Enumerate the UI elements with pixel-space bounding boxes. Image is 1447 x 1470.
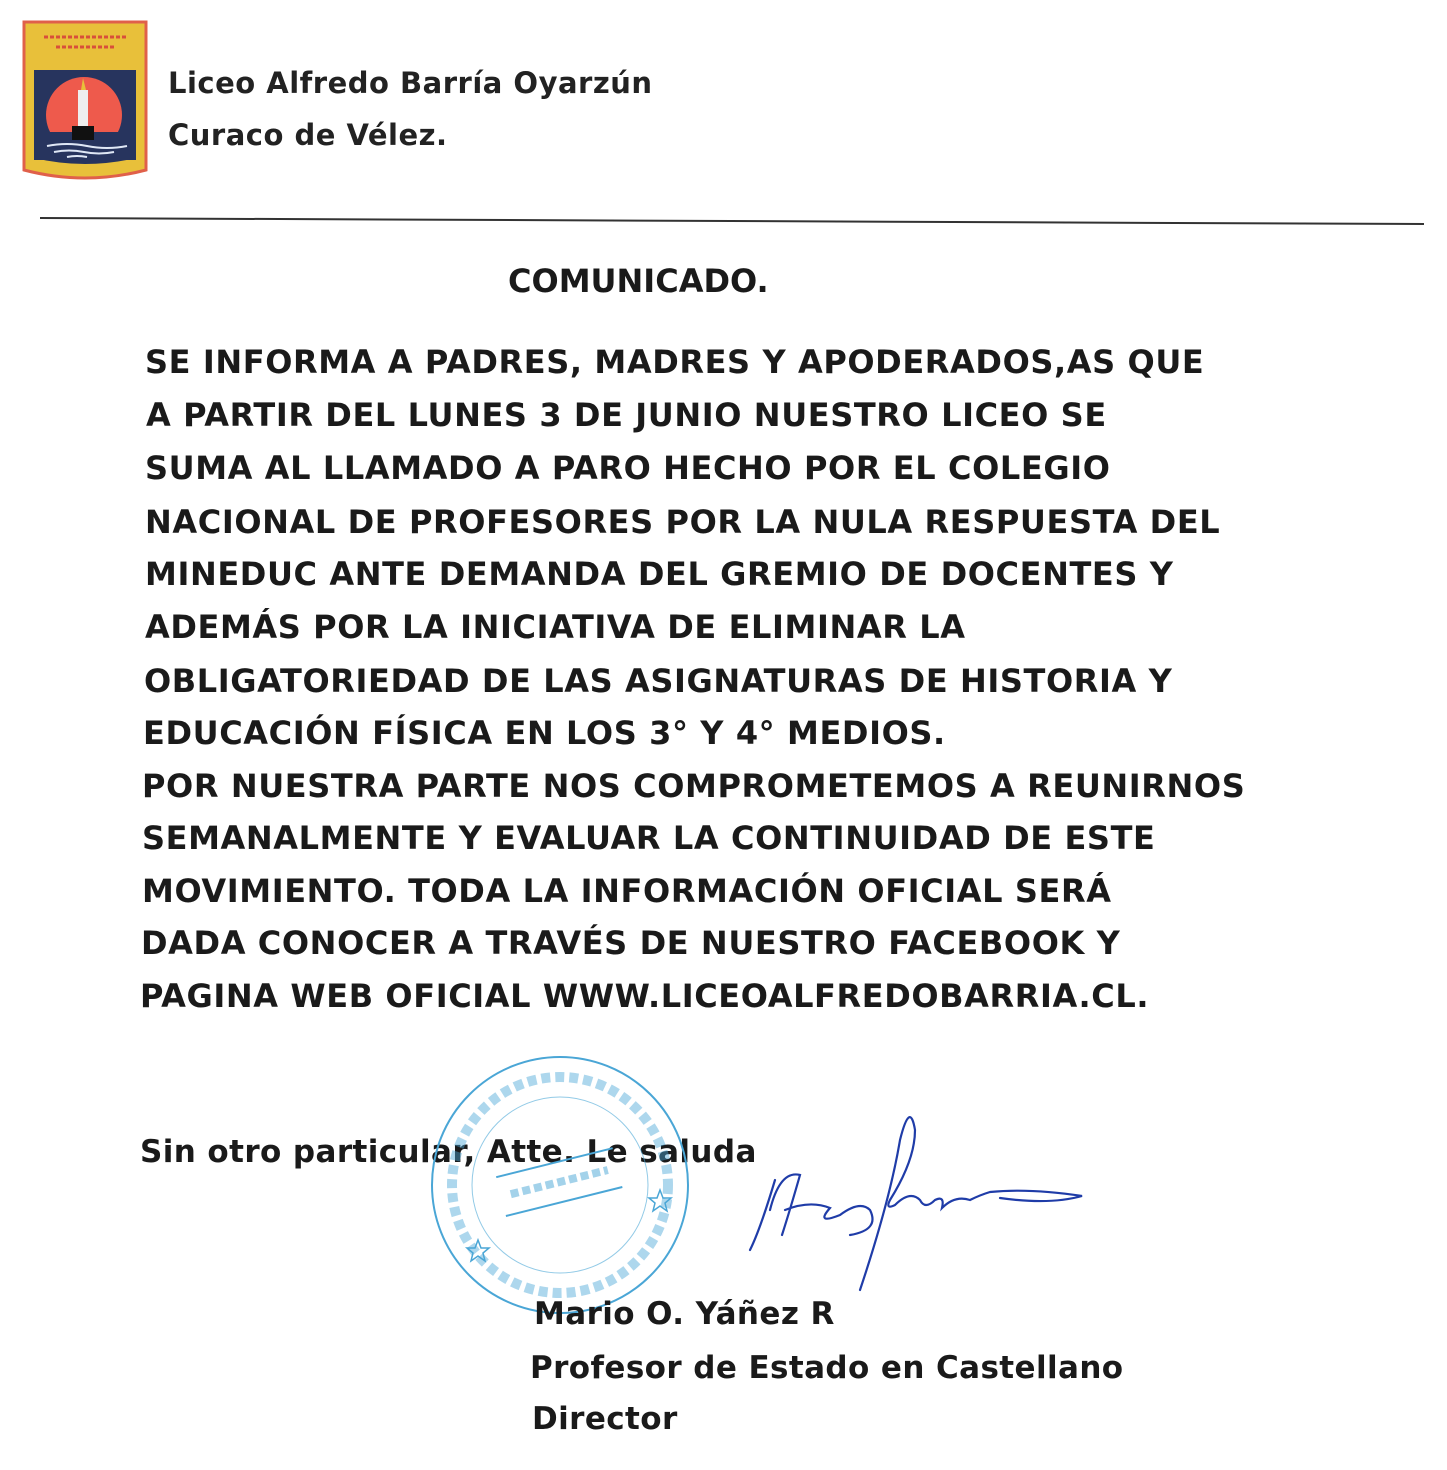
body-line: SEMANALMENTE Y EVALUAR LA CONTINUIDAD DE ESTE [142, 819, 1156, 857]
school-logo [22, 20, 148, 182]
body-line: ADEMÁS POR LA INICIATIVA DE ELIMINAR LA [145, 608, 966, 646]
body-line: SE INFORMA A PADRES, MADRES Y APODERADOS,AS QUE [145, 343, 1205, 381]
body-line: EDUCACIÓN FÍSICA EN LOS 3° Y 4° MEDIOS. [143, 714, 946, 752]
school-name: Liceo Alfredo Barría Oyarzún [168, 66, 653, 100]
body-line: MOVIMIENTO. TODA LA INFORMACIÓN OFICIAL SERÁ [142, 872, 1112, 910]
signatory-title: Profesor de Estado en Castellano [530, 1350, 1124, 1386]
document-title: COMUNICADO. [508, 262, 769, 300]
body-line: SUMA AL LLAMADO A PARO HECHO POR EL COLEGIO [145, 449, 1111, 487]
body-line: DADA CONOCER A TRAVÉS DE NUESTRO FACEBOOK Y [141, 924, 1121, 962]
header-divider [40, 217, 1424, 225]
official-stamp [420, 1050, 700, 1320]
body-line: MINEDUC ANTE DEMANDA DEL GREMIO DE DOCENTES Y [145, 555, 1174, 593]
body-line: OBLIGATORIEDAD DE LAS ASIGNATURAS DE HISTORIA Y [144, 662, 1173, 700]
body-line: NACIONAL DE PROFESORES POR LA NULA RESPUESTA DEL [145, 503, 1221, 541]
body-line: A PARTIR DEL LUNES 3 DE JUNIO NUESTRO LICEO SE [146, 396, 1107, 434]
closing-line: Sin otro particular, Atte. Le saluda [140, 1134, 757, 1170]
handwritten-signature [720, 1100, 1100, 1300]
body-line: POR NUESTRA PARTE NOS COMPROMETEMOS A REUNIRNOS [142, 767, 1246, 805]
body-line: PAGINA WEB OFICIAL WWW.LICEOALFREDOBARRIA.CL. [140, 977, 1150, 1015]
signatory-name: Mario O. Yáñez R [534, 1296, 835, 1332]
school-location: Curaco de Vélez. [168, 118, 448, 152]
signatory-role: Director [532, 1401, 678, 1437]
